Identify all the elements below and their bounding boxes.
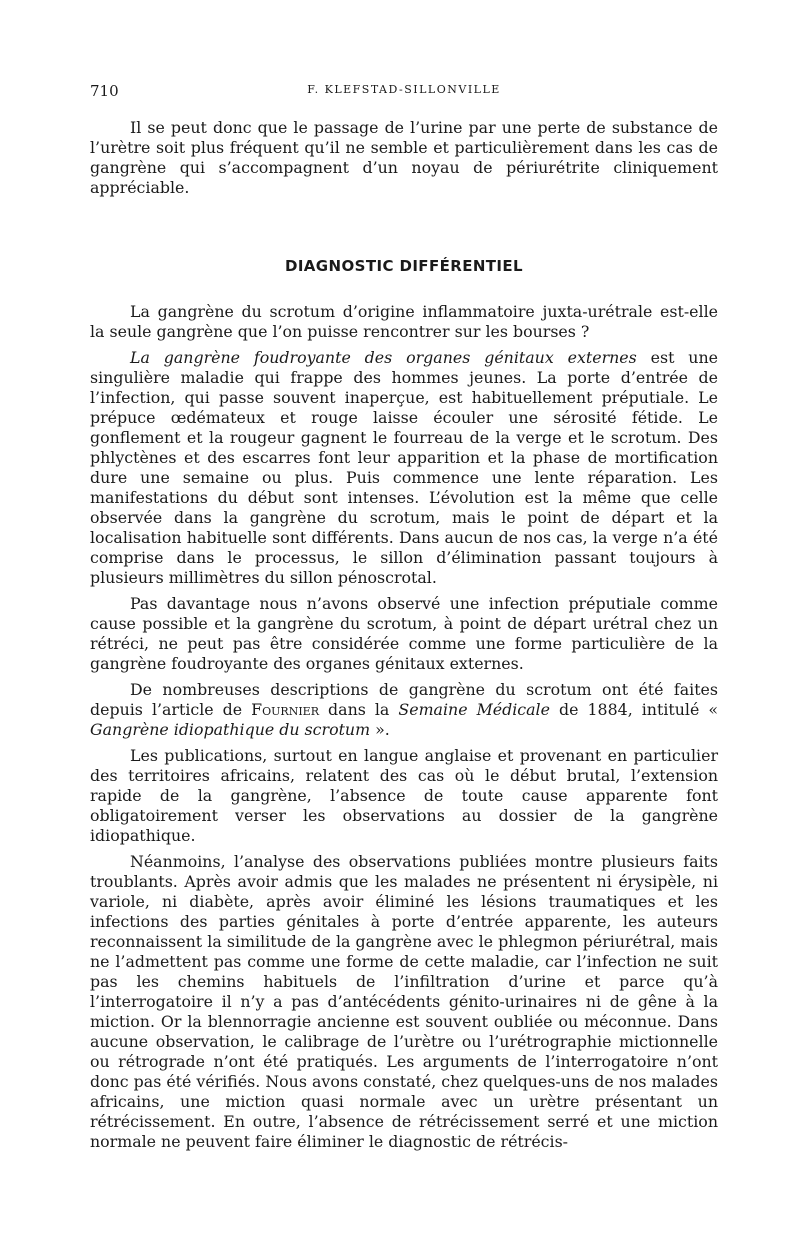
page-number: 710 [90,82,119,100]
paragraph-neanmoins: Néanmoins, l’analyse des observations publiées montre plusieurs faits troublants. Après avoir admis que les malades ne présentent ni érysipèle, ni variole, ni diabète, après avoir éliminé les lésions traumatiques et les infections des parties génitales à porte d’entrée apparente, les auteurs reconnaissent la similitude de la gangrène avec le phlegmon périurétral, mais ne l’admettent pas comme une forme de cette maladie, car l’infection ne suit pas les chemins habituels de l’infiltration d’urine et parce qu’à l’interrogatoire il n’y a pas d’antécédents génito-urinaires ni de gêne à la miction. Or la blennorragie ancienne est souvent oubliée ou méconnue. Dans aucune observation, le calibrage de l’urètre ou l’urétrographie mictionnelle ou rétrograde n’ont été pratiqués. Les arguments de l’interrogatoire n’ont donc pas été vérifiés. Nous avons constaté, chez quelques-uns de nos malades africains, une miction quasi normale avec un urètre présentant un rétrécissement. En outre, l’absence de rétrécissement serré et une miction normale ne peuvent faire éliminer le diagnostic de rétrécis- [90,852,718,1151]
italic-term: La gangrène foudroyante des organes génitaux externes [130,348,637,367]
paragraph-fournier [90,680,718,740]
paragraph-infection-preputiale: Pas davantage nous n’avons observé une infection préputiale comme cause possible et la gangrène du scrotum, à point de départ urétral chez un rétréci, ne peut pas être considérée comme une forme particulière de la gangrène foudroyante des organes génitaux externes. [90,594,718,673]
paragraph-text: ». [370,720,390,739]
running-head: F. KLEFSTAD-SILLONVILLE [307,83,501,96]
paragraph-text: de 1884, intitulé « [549,700,718,719]
paragraph-question: La gangrène du scrotum d’origine inflammatoire juxta-urétrale est-elle la seule gangrène que l’on puisse rencontrer sur les bourses ? [90,302,718,341]
paragraph-text: dans la [319,700,399,719]
article-title: Gangrène idiopathique du scrotum [90,720,371,739]
paragraph-publications: Les publications, surtout en langue anglaise et provenant en particulier des territoires africains, relatent des cas où le début brutal, l’extension rapide de la gangrène, l’absence de toute cause apparente font obligatoirement verser les observations au dossier de la gangrène idiopathique. [90,746,718,845]
author-name: Fournier [251,700,319,719]
section-heading: DIAGNOSTIC DIFFÉRENTIEL [284,257,524,275]
paragraph-text: De nombreuses descriptions de gangrène du scrotum ont été faites depuis l’article de [90,680,718,719]
paragraph-intro: Il se peut donc que le passage de l’urine par une perte de substance de l’urètre soit plus fréquent qu’il ne semble et particulièrement dans les cas de gangrène qui s’accompagnent d’un noyau de périurétrite cliniquement appréciable. [90,118,718,197]
journal-title: Semaine Médicale [398,700,550,719]
paragraph-gangrene-foudroyante [90,348,718,588]
body-text [90,118,718,1152]
page-header [90,82,718,102]
paragraph-text: est une singulière maladie qui frappe des hommes jeunes. La porte d’entrée de l’infection, qui passe souvent inaperçue, est habituellement préputiale. Le prépuce œdémateux et rouge laisse écouler une sérosité fétide. Le gonflement et la rougeur gagnent le fourreau de la verge et le scrotum. Des phlyctènes et des escarres font leur apparition et la phase de mortification dure une semaine ou plus. Puis commence une lente réparation. Les manifestations du début sont intenses. L’évolution est la même que celle observée dans la gangrène du scrotum, mais le point de départ et la localisation habituelle sont différents. Dans aucun de nos cas, la verge n’a été comprise dans le processus, le sillon d’élimination passant toujours à plusieurs millimètres du sillon pénoscrotal. [90,348,718,587]
